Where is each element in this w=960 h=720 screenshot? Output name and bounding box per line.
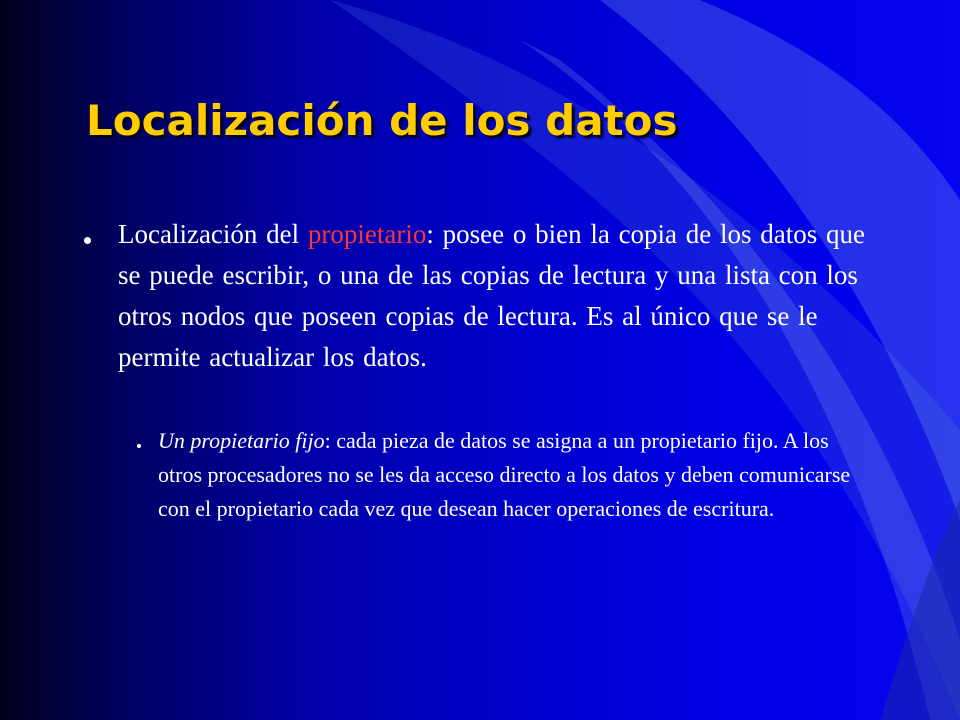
sub-bullet-term: Un propietario fijo	[158, 428, 325, 453]
bullet-rest: : posee o bien la copia de los datos que se puede escribir, o una de las copias de lectura y una lista con los otros nodos que poseen copias de lectura. Es al único que se le permite actualizar los datos.	[118, 219, 866, 372]
sub-bullet-text	[158, 424, 858, 526]
bullet-lead: Localización del	[118, 219, 308, 249]
slide-title: Localización de los datos	[86, 96, 678, 145]
sub-bullet-rest: : cada pieza de datos se asigna a un propietario fijo. A los otros procesadores no se les da acceso directo a los datos y deben comunicarse con el propietario cada vez que desean hacer operaciones de escritura.	[158, 428, 851, 521]
sub-bullet-dot	[137, 444, 141, 448]
highlight-propietario: propietario	[307, 219, 427, 249]
bullet-dot	[84, 237, 91, 244]
main-bullet-text	[118, 214, 878, 378]
